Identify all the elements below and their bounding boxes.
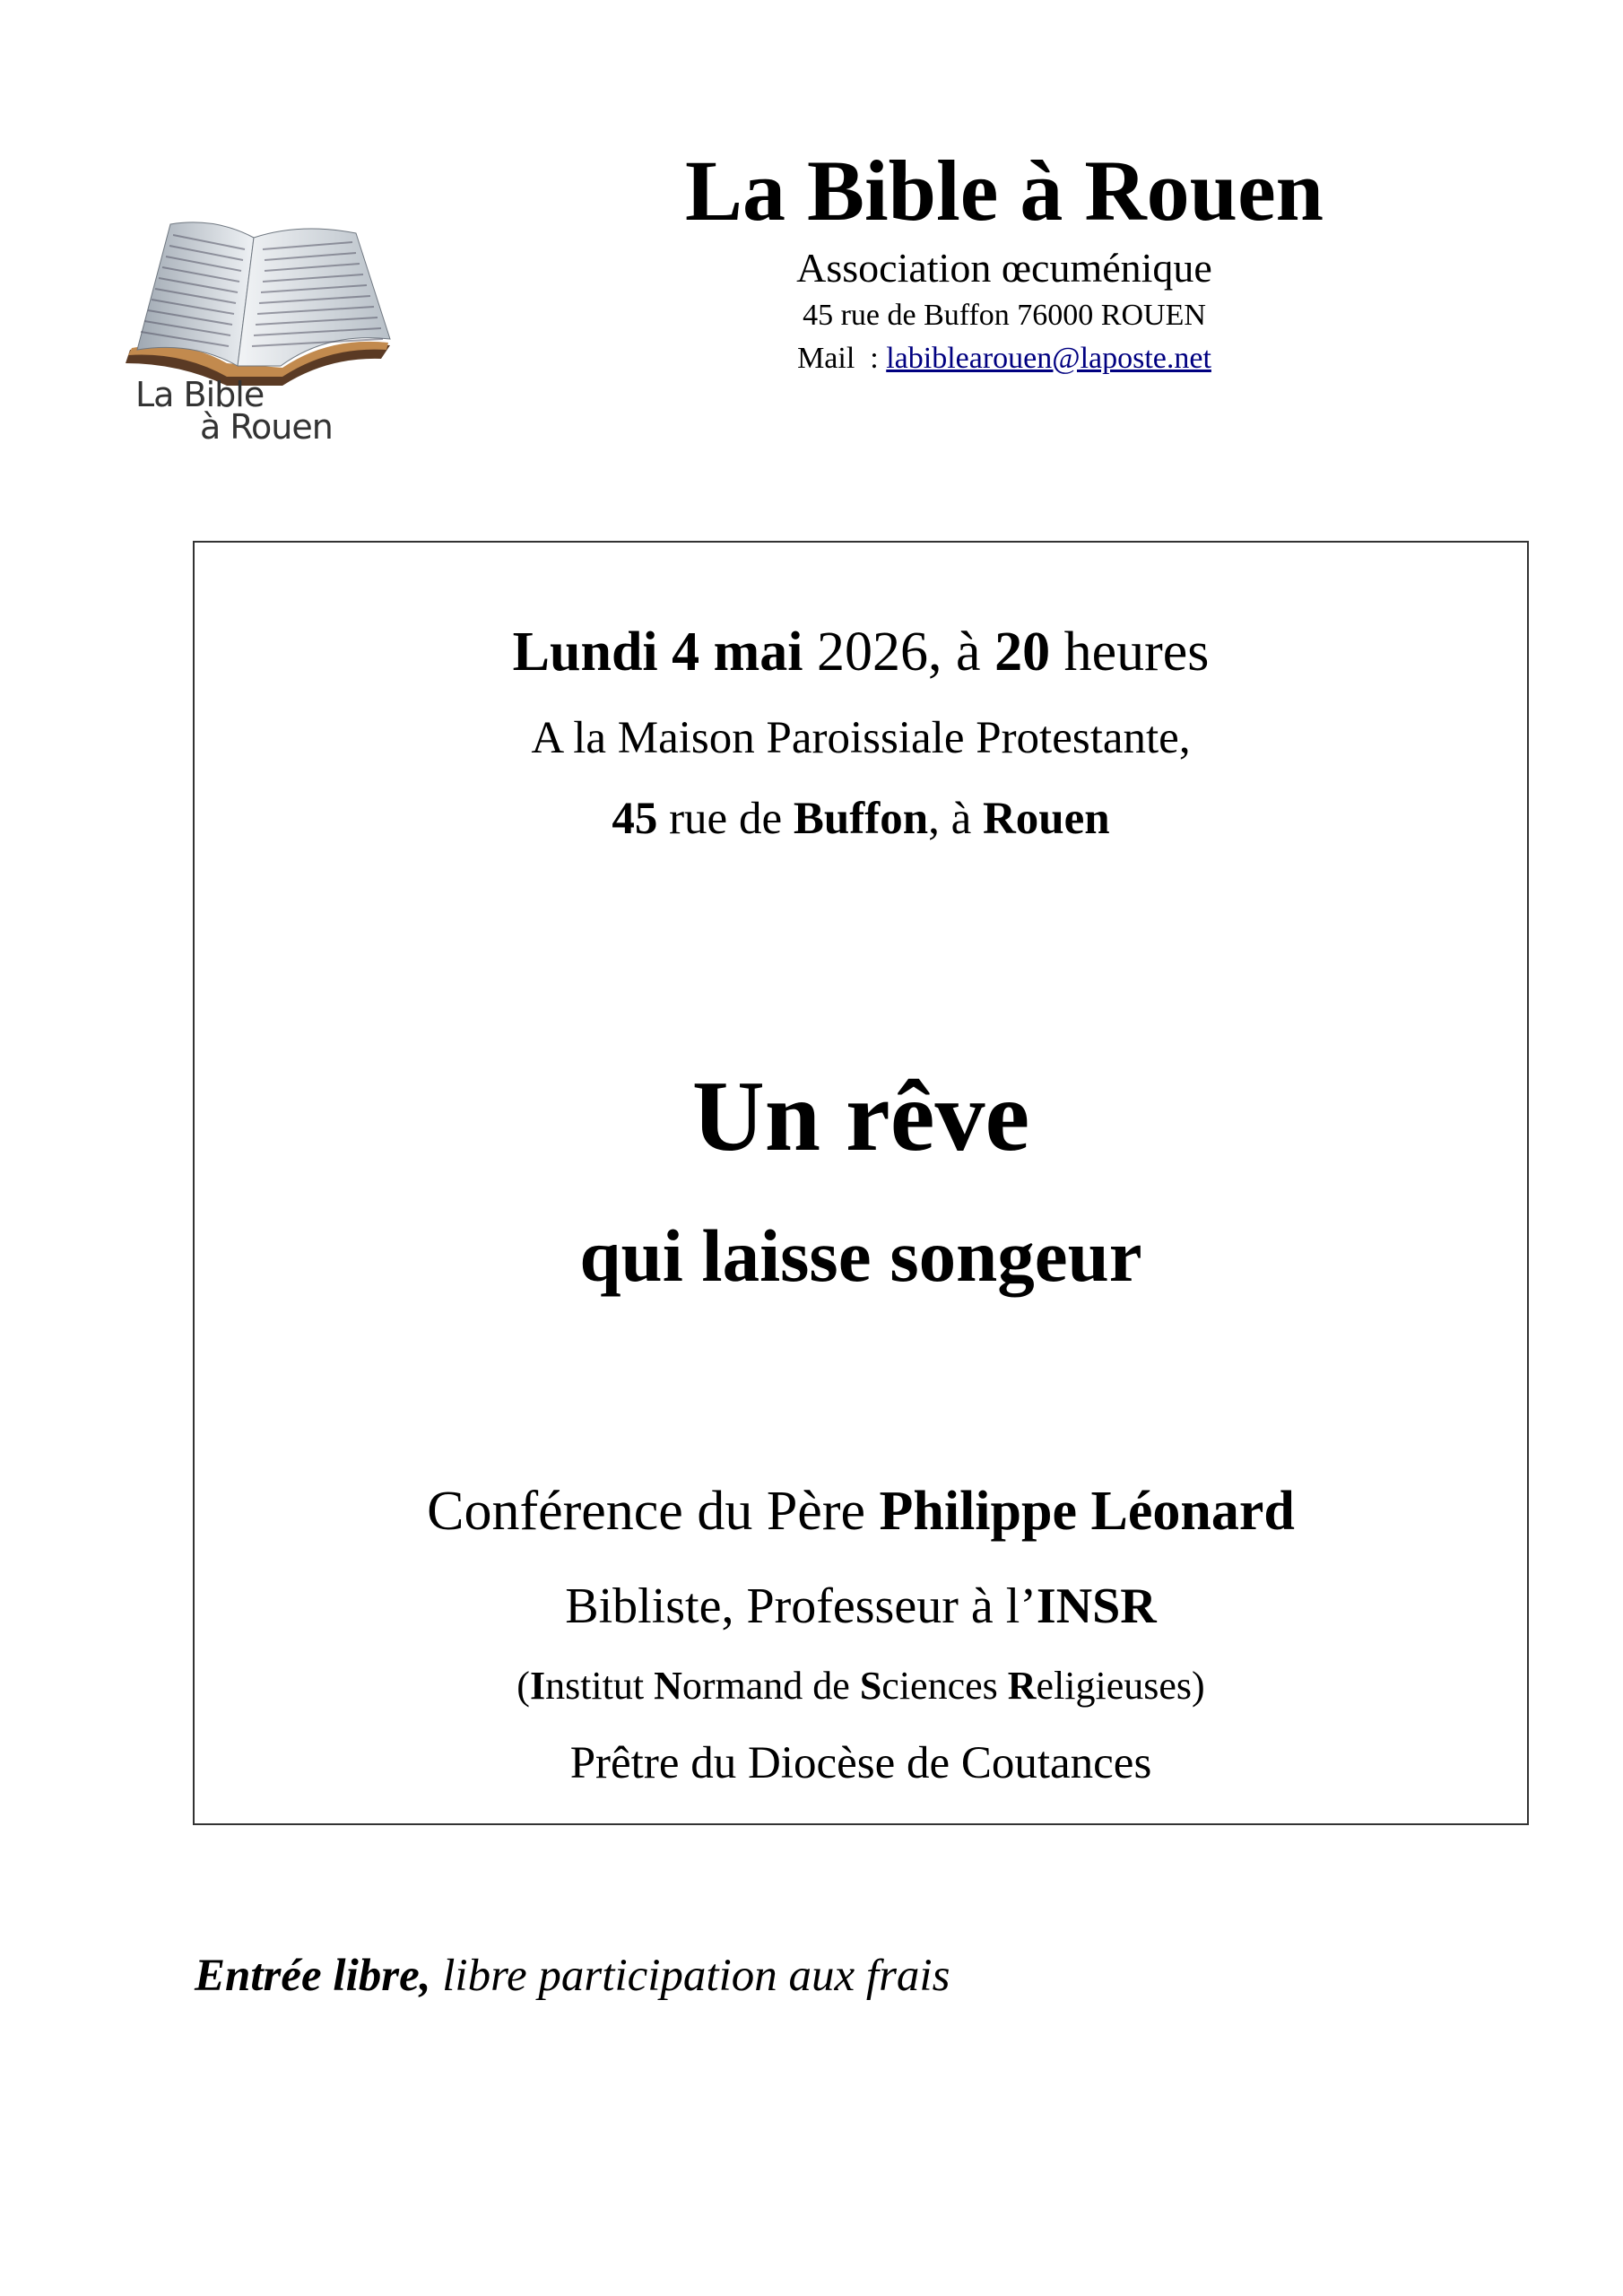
- inst-part-2: ormand de: [681, 1664, 860, 1708]
- address-sep: , à: [928, 794, 983, 844]
- address-street: Buffon: [793, 794, 929, 844]
- event-venue: A la Maison Paroissiale Protestante,: [531, 713, 1191, 763]
- inst-part-1: nstitut: [545, 1664, 655, 1708]
- organization-title: La Bible à Rouen: [684, 143, 1324, 239]
- speaker-role-text: Bibliste, Professeur à l’: [565, 1578, 1037, 1634]
- talk-title: Un rêve: [691, 1061, 1030, 1172]
- entry-info: [195, 1946, 950, 2005]
- speaker-intro: Conférence du Père: [427, 1481, 880, 1542]
- event-address: [195, 789, 1527, 848]
- address-mid: rue de: [657, 794, 794, 844]
- inst-initial-i: I: [529, 1664, 546, 1708]
- entry-free: Entrée libre,: [195, 1951, 431, 2001]
- event-year: 2026, à: [803, 622, 995, 683]
- event-frame: [193, 541, 1529, 1825]
- inst-initial-s: S: [859, 1664, 882, 1708]
- mail-label: Mail :: [797, 342, 887, 375]
- speaker-role: [195, 1574, 1527, 1639]
- email-link[interactable]: labiblearouen@laposte.net: [886, 342, 1211, 375]
- event-hour: 20: [994, 622, 1051, 683]
- logo-text-line-1: La Bible: [135, 375, 265, 414]
- institute-full-name: [195, 1659, 1527, 1713]
- organization-address: 45 rue de Buffon 76000 ROUEN: [803, 299, 1206, 332]
- inst-initial-r: R: [1007, 1664, 1037, 1708]
- inst-part-4: eligieuses): [1036, 1664, 1205, 1708]
- inst-initial-n: N: [654, 1664, 682, 1708]
- address-city: Rouen: [982, 794, 1110, 844]
- event-hour-unit: heures: [1050, 622, 1210, 683]
- header: [619, 142, 1390, 380]
- speaker-name: Philippe Léonard: [879, 1481, 1295, 1542]
- speaker-line: [195, 1475, 1527, 1547]
- talk-subtitle: qui laisse songeur: [579, 1214, 1142, 1297]
- inst-open: (: [516, 1664, 530, 1708]
- inst-part-3: ciences: [881, 1664, 1008, 1708]
- open-book-icon: [121, 215, 408, 395]
- speaker-diocese: Prêtre du Diocèse de Coutances: [569, 1738, 1152, 1788]
- entry-participation: libre participation aux frais: [430, 1951, 950, 2001]
- organization-subtitle: Association œcuménique: [796, 245, 1212, 291]
- logo-text-line-2: à Rouen: [200, 407, 333, 447]
- event-date: [195, 616, 1527, 688]
- address-number: 45: [612, 794, 658, 844]
- event-day: Lundi 4 mai: [512, 622, 803, 683]
- logo: [121, 215, 408, 457]
- institute-abbreviation: INSR: [1036, 1578, 1157, 1634]
- contact-mail-line: [619, 337, 1390, 380]
